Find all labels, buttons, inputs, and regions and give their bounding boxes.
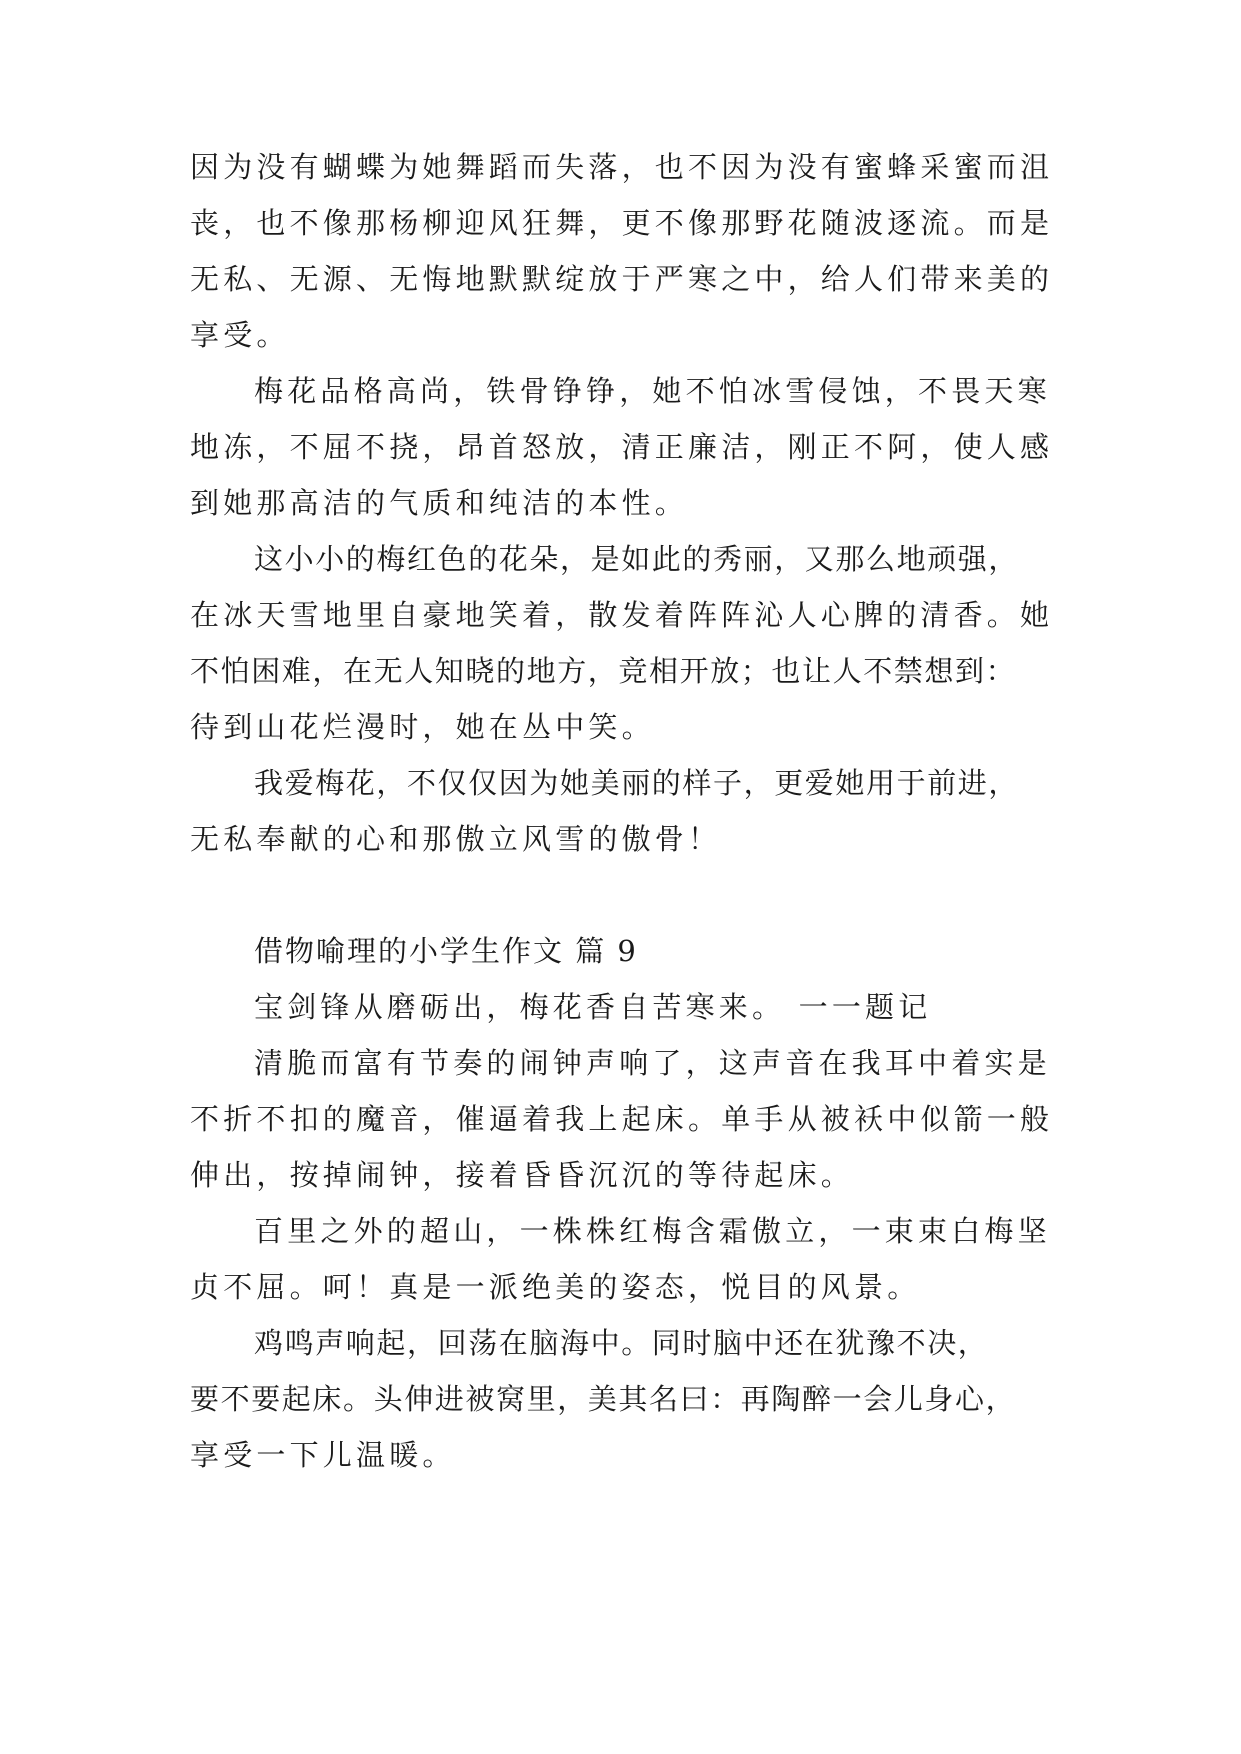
text-line: 地冻，不屈不挠，昂首怒放，清正廉洁，刚正不阿，使人感: [190, 430, 1054, 464]
text-line: 无私奉献的心和那傲立风雪的傲骨！: [190, 822, 722, 856]
text-line: 这小小的梅红色的花朵，是如此的秀丽，又那么地顽强，: [254, 542, 1020, 576]
text-line: 不折不扣的魔音，催逼着我上起床。单手从被袄中似箭一般: [190, 1102, 1054, 1136]
text-line: 丧，也不像那杨柳迎风狂舞，更不像那野花随波逐流。而是: [190, 206, 1054, 240]
text-line: 清脆而富有节奏的闹钟声响了，这声音在我耳中着实是: [254, 1046, 1051, 1080]
text-line: 享受。: [190, 318, 290, 352]
text-line: 无私、无源、无悔地默默绽放于严寒之中，给人们带来美的: [190, 262, 1054, 296]
text-line: 享受一下儿温暖。: [190, 1438, 456, 1472]
section-title: 借物喻理的小学生作文 篇 9: [254, 934, 638, 968]
text-line: 到她那高洁的气质和纯洁的本性。: [190, 486, 689, 520]
text-line: 因为没有蝴蝶为她舞蹈而失落，也不因为没有蜜蜂采蜜而沮: [190, 150, 1054, 184]
text-line: 百里之外的超山，一株株红梅含霜傲立，一束束白梅坚: [254, 1214, 1051, 1248]
epigraph-line: 宝剑锋从磨砺出，梅花香自苦寒来。 一一题记: [254, 990, 932, 1024]
text-line: 贞不屈。呵！真是一派绝美的姿态，悦目的风景。: [190, 1270, 921, 1304]
text-line: 不怕困难，在无人知晓的地方，竞相开放；也让人不禁想到：: [190, 654, 1017, 688]
text-line: 在冰天雪地里自豪地笑着，散发着阵阵沁人心脾的清香。她: [190, 598, 1054, 632]
text-line: 伸出，按掉闹钟，接着昏昏沉沉的等待起床。: [190, 1158, 855, 1192]
text-line: 待到山花烂漫时，她在丛中笑。: [190, 710, 655, 744]
text-line: 梅花品格高尚，铁骨铮铮，她不怕冰雪侵蚀，不畏天寒: [254, 374, 1051, 408]
text-line: 鸡鸣声响起，回荡在脑海中。同时脑中还在犹豫不决，: [254, 1326, 989, 1360]
text-line: 我爱梅花，不仅仅因为她美丽的样子，更爱她用于前进，: [254, 766, 1020, 800]
text-line: 要不要起床。头伸进被窝里，美其名曰：再陶醉一会儿身心，: [190, 1382, 1017, 1416]
